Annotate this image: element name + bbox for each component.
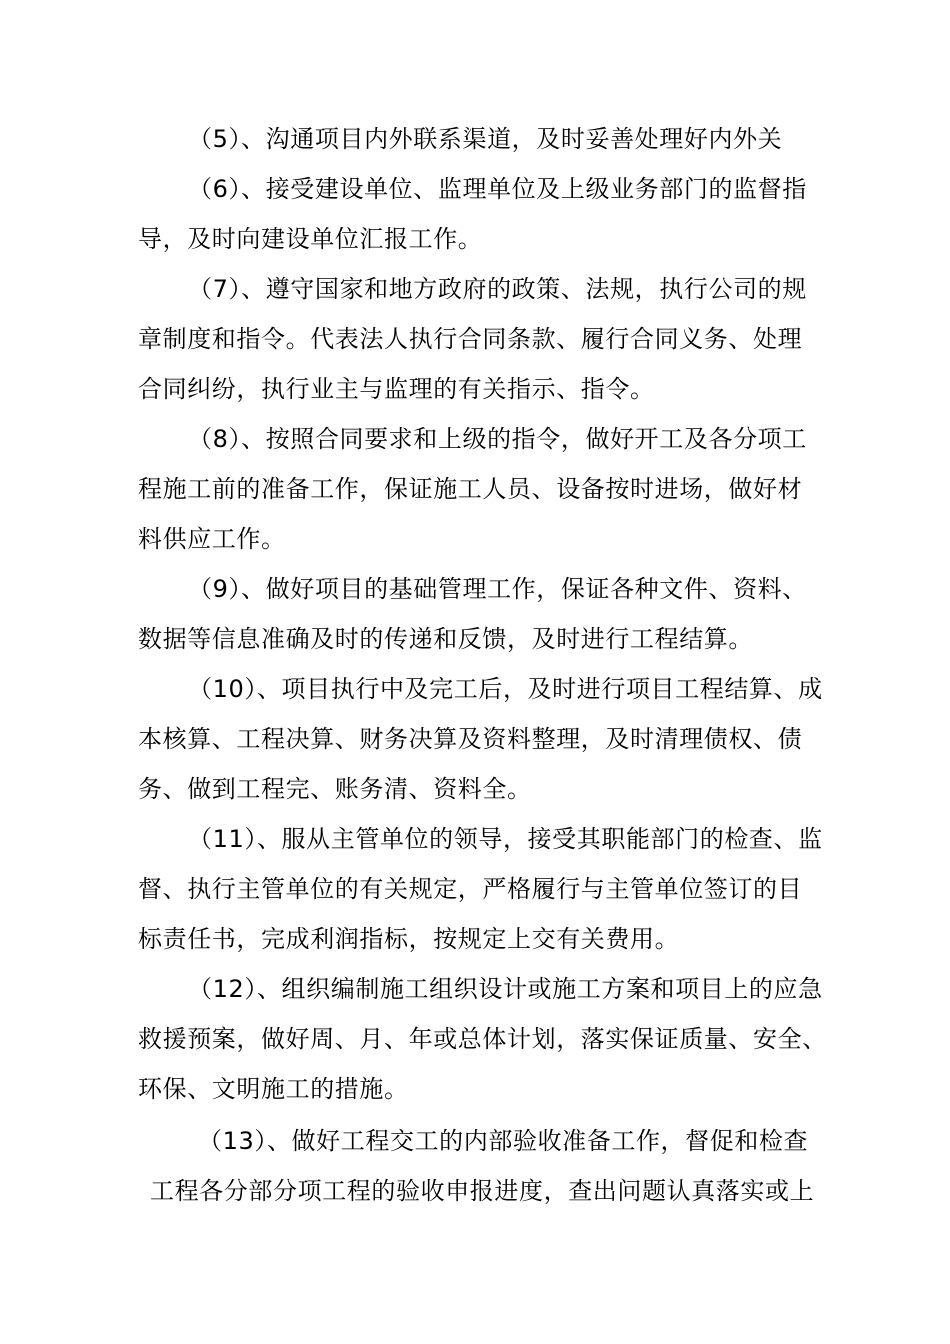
- text-line: （10）、项目执行中及完工后，及时进行项目工程结算、成: [188, 675, 823, 703]
- text-line: （8）、按照合同要求和上级的指令，做好开工及各分项工: [188, 425, 807, 453]
- text-line: 数据等信息准确及时的传递和反馈，及时进行工程结算。: [138, 625, 753, 653]
- text-line: 料供应工作。: [138, 525, 286, 553]
- text-line: 合同纠纷，执行业主与监理的有关指示、指令。: [138, 375, 655, 403]
- text-line: 标责任书，完成利润指标，按规定上交有关费用。: [138, 925, 680, 953]
- text-line: （11）、服从主管单位的领导，接受其职能部门的检查、监: [188, 825, 823, 853]
- text-line: 督、执行主管单位的有关规定，严格履行与主管单位签订的目: [138, 875, 803, 903]
- text-line: 救援预案，做好周、月、年或总体计划，落实保证质量、安全、: [138, 1025, 827, 1053]
- text-line: （6）、接受建设单位、监理单位及上级业务部门的监督指: [188, 175, 807, 203]
- text-line: （13）、做好工程交工的内部验收准备工作，督促和检查: [198, 1127, 809, 1155]
- text-line: 环保、文明施工的措施。: [138, 1075, 409, 1103]
- text-line: 程施工前的准备工作，保证施工人员、设备按时进场，做好材: [138, 475, 803, 503]
- text-line: （7）、遵守国家和地方政府的政策、法规，执行公司的规: [188, 275, 807, 303]
- text-line: （9）、做好项目的基础管理工作，保证各种文件、资料、: [188, 575, 807, 603]
- text-line: 本核算、工程决算、财务决算及资料整理，及时清理债权、债: [138, 725, 803, 753]
- text-line: 导，及时向建设单位汇报工作。: [138, 225, 483, 253]
- text-line: （12）、组织编制施工组织设计或施工方案和项目上的应急: [188, 975, 823, 1003]
- text-line: 章制度和指令。代表法人执行合同条款、履行合同义务、处理: [138, 325, 803, 353]
- text-line: 务、做到工程完、账务清、资料全。: [138, 775, 532, 803]
- text-line: 工程各分部分项工程的验收申报进度，查出问题认真落实或上: [150, 1177, 815, 1205]
- text-line: （5）、沟通项目内外联系渠道，及时妥善处理好内外关: [188, 125, 783, 153]
